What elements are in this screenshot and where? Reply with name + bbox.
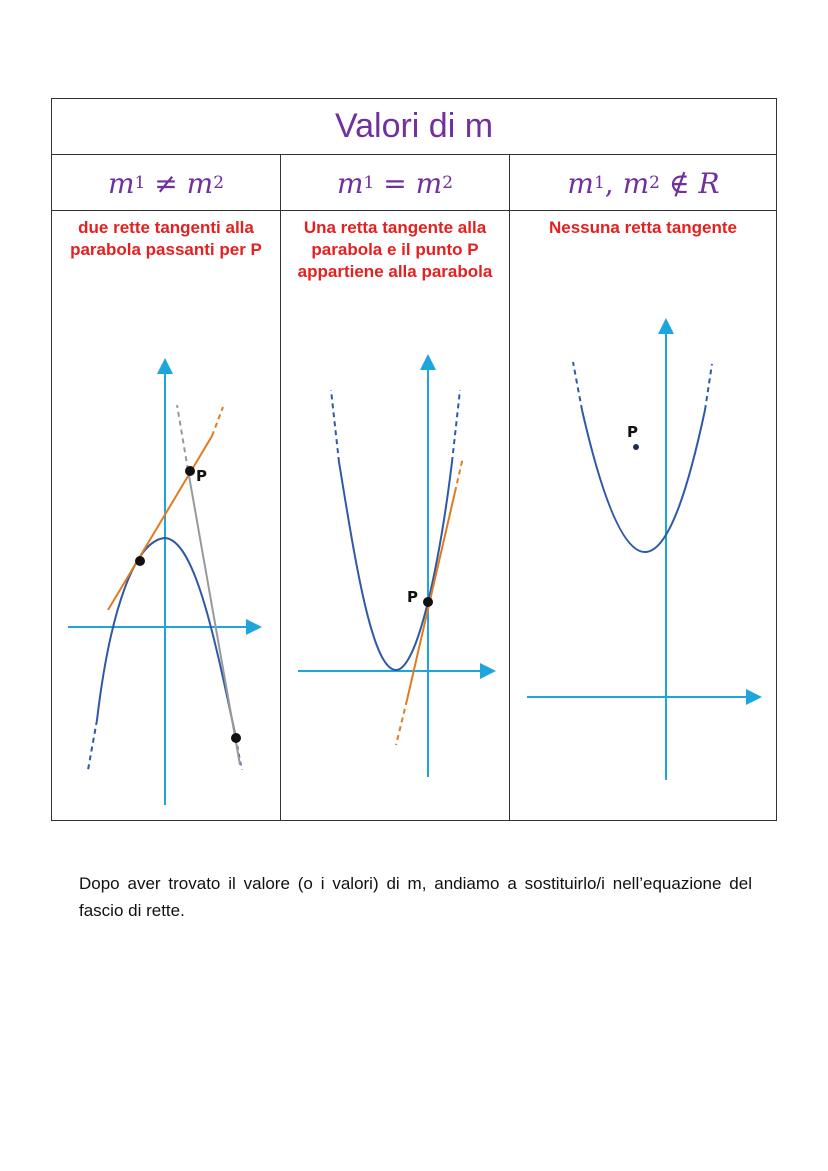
header-m1-eq-m2: m 1 = m 2: [336, 166, 454, 200]
graph-one-tangent: [298, 358, 492, 777]
secant-line-1-ext: [177, 405, 188, 470]
graph-no-tangent: [527, 322, 758, 780]
parabola-2-ext-right: [452, 390, 460, 462]
p-label-3: P: [627, 423, 638, 441]
description-two-tangents: due rette tangenti alla parabola passanti per P: [70, 218, 262, 259]
tangent-line-1-ext: [212, 407, 223, 436]
p-label-1: P: [196, 467, 207, 485]
tangent-line-2-ext-top: [455, 457, 463, 492]
p-label-2: P: [407, 588, 418, 606]
description-one-tangent: Una retta tangente alla parabola e il punto P appartiene alla parabola: [297, 218, 493, 281]
point-p-2: [423, 597, 433, 607]
parabola-3-ext-right: [705, 364, 712, 410]
header-m-not-real: m 1 , m 2 ∉ R: [567, 166, 720, 200]
table-title: Valori di m: [334, 107, 494, 145]
point-p-1: [185, 466, 195, 476]
point-p-3: [633, 444, 639, 450]
tangency-point-a: [135, 556, 145, 566]
tangency-point-b: [231, 733, 241, 743]
graph-two-tangents: [68, 362, 258, 805]
parabola-3: [582, 410, 705, 552]
description-no-tangent: Nessuna retta tangente: [549, 218, 737, 237]
secant-line-1: [188, 470, 240, 765]
tangent-line-2-ext-bottom: [396, 700, 407, 745]
footer-paragraph: Dopo aver trovato il valore (o i valori) di m, andiamo a sostituirlo/i nell’equazione del fascio di rette.: [79, 874, 752, 920]
header-m1-neq-m2: m 1 ≠ m 2: [107, 166, 225, 200]
parabola-1: [97, 538, 236, 738]
parabola-1-ext-left: [88, 720, 97, 770]
parabola-3-ext-left: [573, 362, 582, 410]
parabola-2-ext-left: [331, 390, 339, 462]
parabola-2: [339, 462, 452, 670]
